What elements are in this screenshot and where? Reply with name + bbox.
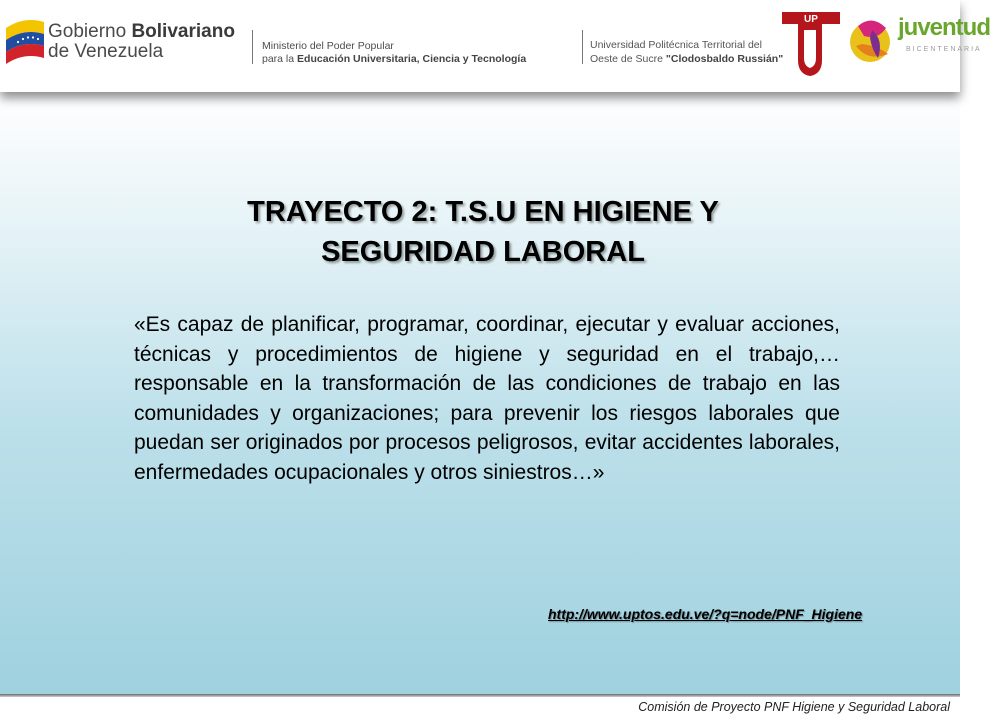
footer xyxy=(0,697,960,720)
juventud-emblem-icon xyxy=(848,6,900,82)
header-banner xyxy=(0,0,990,92)
ministry-line2-bold: Educación Universitaria, Ciencia y Tecnología xyxy=(297,53,527,65)
university-line2-bold: "Clodosbaldo Russián" xyxy=(665,53,784,65)
slide-body-quote: «Es capaz de planificar, programar, coordinar, ejecutar y evaluar acciones, técnicas y procedimientos de higiene y seguridad en el trabajo,… responsable en la transformación de las condiciones de trabajo en las comunidades y organizaciones; para prevenir los riesgos laborales que puedan ser originados por procesos peligrosos, evitar accidentes laborales, enfermedades ocupacionales y otros siniestros…» xyxy=(134,313,840,484)
juventud-logo-subtitle: BICENTENARIA xyxy=(906,46,982,53)
university-name xyxy=(590,38,783,66)
uptos-logo xyxy=(778,6,844,82)
slide-title xyxy=(130,192,836,272)
ministry-line1: Ministerio del Poder Popular xyxy=(262,40,394,52)
source-url[interactable]: http://www.uptos.edu.ve/?q=node/PNF_Higiene xyxy=(548,606,863,622)
slide-title-line1: TRAYECTO 2: T.S.U EN HIGIENE Y xyxy=(247,196,719,228)
uptos-logo-text: UP xyxy=(804,14,818,25)
university-line2-prefix: Oeste de Sucre xyxy=(590,53,663,65)
government-name xyxy=(48,22,235,62)
footer-text: Comisión de Proyecto PNF Higiene y Seguridad Laboral xyxy=(638,700,950,714)
venezuela-flag-icon xyxy=(4,14,46,64)
ministry-line2-prefix: para la xyxy=(262,53,295,65)
gov-country: de Venezuela xyxy=(48,41,164,62)
header-divider xyxy=(252,30,253,64)
header-divider xyxy=(582,30,583,64)
juventud-logo-text: juventud xyxy=(898,14,990,41)
slide-title-line2: SEGURIDAD LABORAL xyxy=(321,236,645,268)
gov-name-prefix: Gobierno xyxy=(48,21,127,42)
gov-name-bold: Bolivariano xyxy=(131,21,235,42)
university-line1: Universidad Politécnica Territorial del xyxy=(590,39,762,51)
ministry-name xyxy=(262,40,526,66)
